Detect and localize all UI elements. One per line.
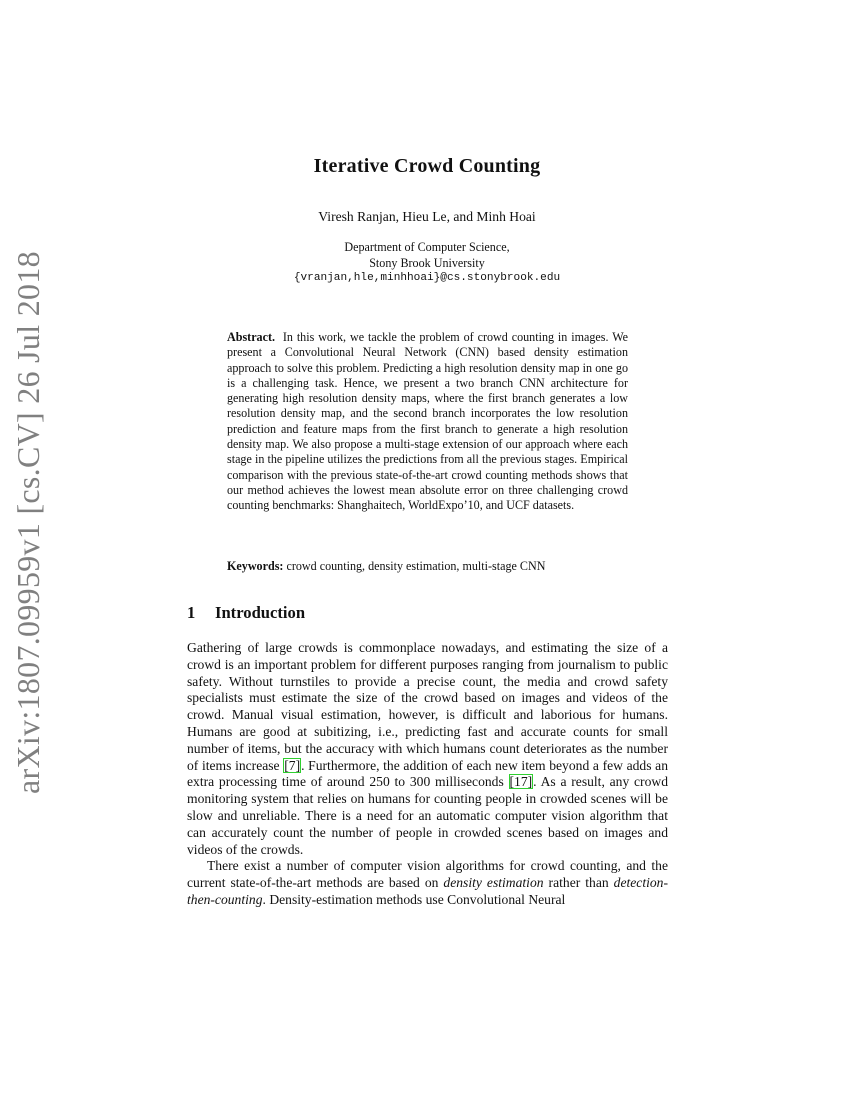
department-line: Department of Computer Science, [344,240,510,254]
keywords-label: Keywords: [227,559,284,573]
abstract-label: Abstract. [227,330,276,344]
paragraph-text: There exist a number of computer vision algorithms for crowd counting, and the current state-of-the-art methods are based on [187,858,668,891]
emphasis-text: detection-then-counting [187,875,668,907]
citation-link-7[interactable]: [7] [284,757,301,773]
abstract-text: In this work, we tackle the problem of crowd counting in images. We present a Convolutional Neural Network (CNN) based density estimation approach to solve this problem. Predicting a high resolution density map in one go is a challenging task. Hence, we present a two branch CNN architecture for generating high resolution density maps, where the first branch generates a low resolution density map, and the second branch incorporates the low resolution prediction and feature maps from the first branch to generate a high resolution density map. We also propose a multi-stage extension of our approach where each stage in the pipeline utilizes the predictions from all the previous stages. Empirical comparison with the previous state-of-the-art crowd counting methods shows that our method achieves the lowest mean absolute error on three challenging crowd counting benchmarks: Shanghaitech, WorldExpo’10, and UCF datasets. [227,330,629,513]
author-email: {vranjan,hle,minhhoai}@cs.stonybrook.edu [293,272,561,284]
paragraph-text: . Density-estimation methods use Convolutional Neural [262,891,566,907]
abstract-block [227,330,628,514]
paragraph [187,640,668,858]
paragraph-text: rather than [543,875,614,891]
section-title-text: Introduction [215,603,306,622]
paragraph [187,858,668,908]
introduction-body [187,640,668,909]
author-list: Viresh Ranjan, Hieu Le, and Minh Hoai [318,209,536,224]
citation-link-17[interactable]: [17] [509,774,533,790]
section-number: 1 [187,603,196,622]
paragraph-text: Gathering of large crowds is commonplace nowadays, and estimating the size of a crowd is an important problem for different purposes ranging from journalism to public safety. Without turnstiles to provide a precise count, the media and crowd safety specialists must estimate the size of the crowd based on images and videos of the crowd. Manual visual estimation, however, is difficult and laborious for humans. Humans are good at subitizing, i.e., predicting fast and accurate counts for small number of items, but the accuracy with which humans count deteriorates as the number of items increase [187,640,668,773]
arxiv-identifier-stamp: arXiv:1807.09959v1 [cs.CV] 26 Jul 2018 [10,251,46,795]
affiliation-block [0,240,850,287]
keywords-block [227,559,628,574]
section-heading-introduction [187,603,305,623]
keywords-text: crowd counting, density estimation, multi-stage CNN [286,559,546,573]
paragraph-text: . Furthermore, the addition of each new item beyond a few adds an extra processing time of around 250 to 300 milliseconds [187,757,668,790]
emphasis-text: density estimation [443,875,544,891]
paragraph-text: . As a result, any crowd monitoring system that relies on humans for counting people in crowded scenes will be slow and unreliable. There is a need for an automatic computer vision algorithm that can accurately count the number of people in crowded scenes based on images and videos of the crowds. [187,774,668,857]
university-line: Stony Brook University [369,255,485,270]
paper-title: Iterative Crowd Counting [313,155,541,177]
